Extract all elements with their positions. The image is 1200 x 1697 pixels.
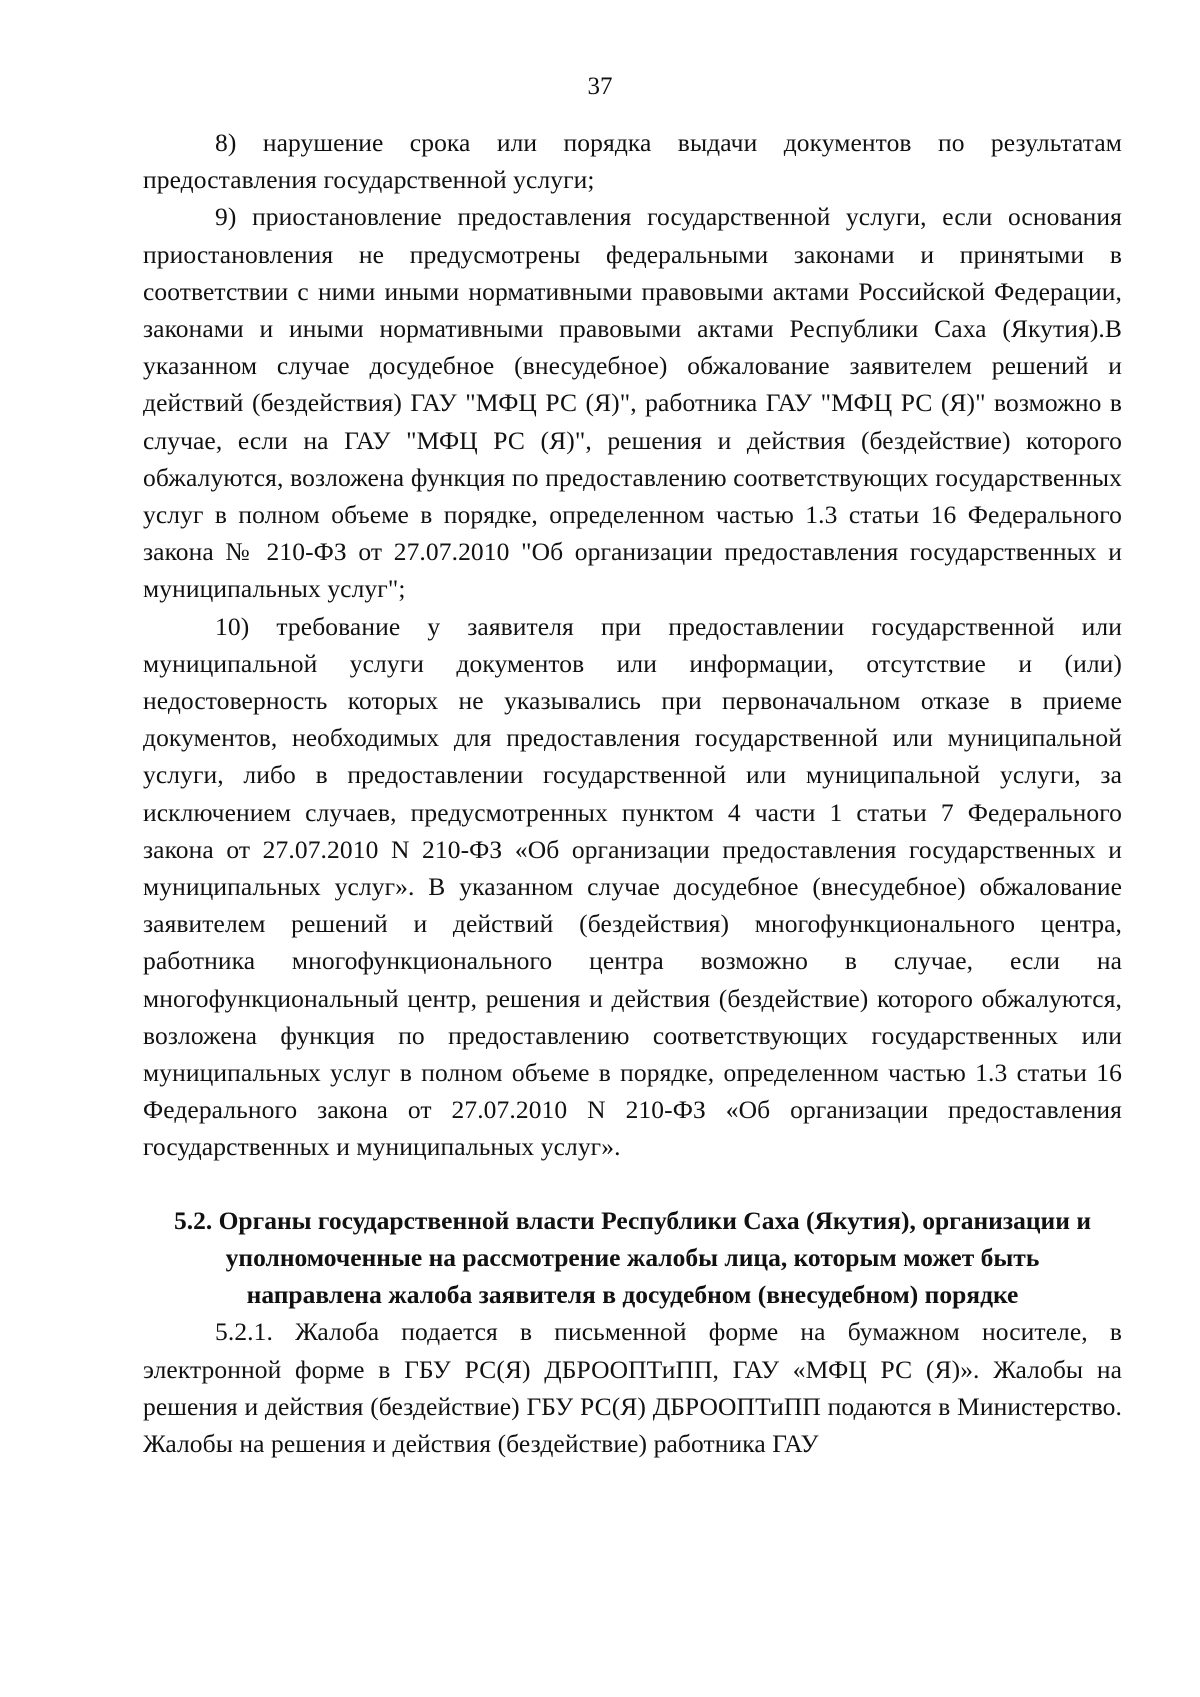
document-body: [143, 124, 1122, 1462]
paragraph-5-2-1: 5.2.1. Жалоба подается в письменной форме на бумажном носителе, в электронной форме в ГБУ РС(Я) ДБРООПТиПП, ГАУ «МФЦ РС (Я)». Жалобы на решения и действия (бездействие) ГБУ РС(Я) ДБРООПТиПП подаются в Министерство. Жалобы на решения и действия (бездействие) работника ГАУ: [143, 1317, 1122, 1458]
paragraph-item-10: 10) требование у заявителя при предоставлении государственной или муниципальной услуги документов или информации, отсутствие и (или) недостоверность которых не указывались при первоначальном отказе в приеме документов, необходимых для предоставления государственной или муниципальной услуги, либо в предоставлении государственной или муниципальной услуги, за исключением случаев, предусмотренных пунктом 4 части 1 статьи 7 Федерального закона от 27.07.2010 N 210-ФЗ «Об организации предоставления государственных и муниципальных услуг». В указанном случае досудебное (внесудебное) обжалование заявителем решений и действий (бездействия) многофункционального центра, работника многофункционального центра возможно в случае, если на многофункциональный центр, решения и действия (бездействие) которого обжалуются, возложена функция по предоставлению соответствующих государственных или муниципальных услуг в полном объеме в порядке, определенном частью 1.3 статьи 16 Федерального закона от 27.07.2010 N 210-ФЗ «Об организации предоставления государственных и муниципальных услуг».: [143, 611, 1122, 1162]
section-heading: 5.2. Органы государственной власти Республики Саха (Якутия), организации и уполномоченные на рассмотрение жалобы лица, которым может быть направлена жалоба заявителя в досудебном (внесудебном) порядке: [173, 1205, 1092, 1310]
paragraph-item-9: 9) приостановление предоставления государственной услуги, если основания приостановления не предусмотрены федеральными законами и принятыми в соответствии с ними иными нормативными правовыми актами Российской Федерации, законами и иными нормативными правовыми актами Республики Саха (Якутия).В указанном случае досудебное (внесудебное) обжалование заявителем решений и действий (бездействия) ГАУ "МФЦ РС (Я)", работника ГАУ "МФЦ РС (Я)" возможно в случае, если на ГАУ "МФЦ РС (Я)", решения и действия (бездействие) которого обжалуются, возложена функция по предоставлению соответствующих государственных услуг в полном объеме в порядке, определенном частью 1.3 статьи 16 Федерального закона № 210-ФЗ от 27.07.2010 "Об организации предоставления государственных и муниципальных услуг";: [143, 202, 1122, 604]
paragraph-item-8: 8) нарушение срока или порядка выдачи документов по результатам предоставления государственной услуги;: [143, 128, 1122, 195]
page-number: 37: [587, 73, 613, 100]
